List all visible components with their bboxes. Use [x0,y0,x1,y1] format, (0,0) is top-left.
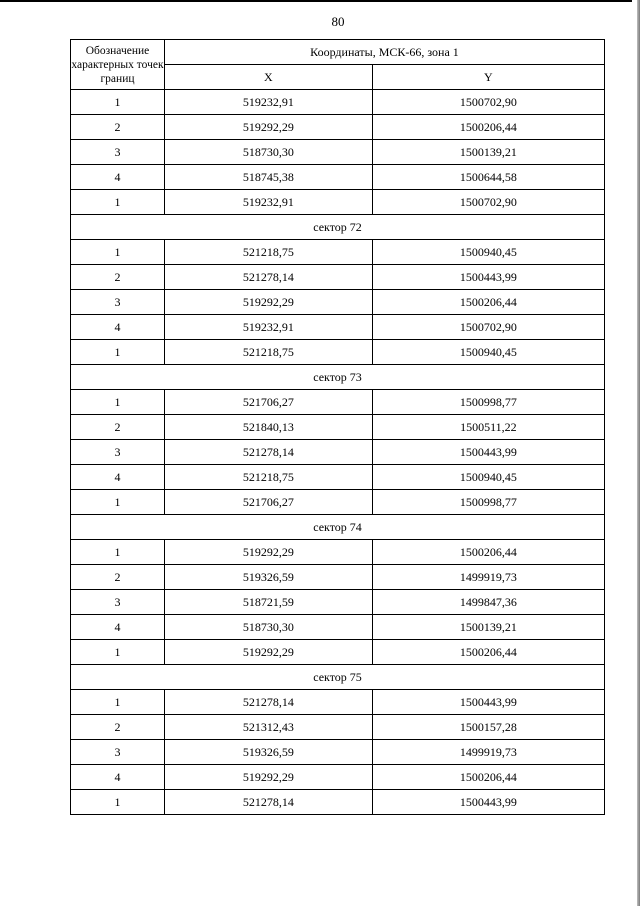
point-cell: 3 [71,740,165,765]
x-coordinate-cell: 521312,43 [164,715,372,740]
table-row [71,715,605,740]
coordinates-table-body [71,40,605,815]
x-coordinate-cell: 519292,29 [164,290,372,315]
coordinate-system-header: Координаты, МСК-66, зона 1 [164,40,604,65]
table-row [71,540,605,565]
table-row [71,790,605,815]
point-cell: 3 [71,290,165,315]
x-coordinate-cell: 518745,38 [164,165,372,190]
x-coordinate-cell: 518730,30 [164,140,372,165]
table-row [71,765,605,790]
point-cell: 1 [71,790,165,815]
y-coordinate-cell: 1500644,58 [372,165,604,190]
point-cell: 1 [71,90,165,115]
x-coordinate-cell: 521278,14 [164,790,372,815]
x-coordinate-cell: 521706,27 [164,390,372,415]
sector-header-row [71,365,605,390]
table-row [71,90,605,115]
y-coordinate-cell: 1500206,44 [372,765,604,790]
y-coordinate-cell: 1500157,28 [372,715,604,740]
x-coordinate-cell: 521218,75 [164,340,372,365]
table-row [71,640,605,665]
table-row [71,165,605,190]
point-cell: 1 [71,190,165,215]
x-coordinate-cell: 519292,29 [164,115,372,140]
point-cell: 1 [71,640,165,665]
table-row [71,190,605,215]
table-row [71,390,605,415]
x-coordinate-cell: 519292,29 [164,765,372,790]
y-coordinate-cell: 1500206,44 [372,540,604,565]
x-coordinate-cell: 521278,14 [164,690,372,715]
x-coordinate-cell: 519326,59 [164,565,372,590]
x-coordinate-cell: 519326,59 [164,740,372,765]
x-column-header: X [164,65,372,90]
page-number: 80 [331,14,345,29]
point-column-header: Обозначение характерных точек границ [71,40,165,90]
point-cell: 4 [71,615,165,640]
table-row [71,615,605,640]
table-row [71,440,605,465]
x-coordinate-cell: 519232,91 [164,315,372,340]
sector-header-row [71,665,605,690]
table-header-row [71,40,605,65]
sector-title: сектор 73 [71,365,605,390]
table-row [71,740,605,765]
point-cell: 4 [71,165,165,190]
table-row [71,565,605,590]
sector-header-row [71,215,605,240]
y-coordinate-cell: 1500702,90 [372,190,604,215]
table-row [71,340,605,365]
coordinates-table [70,39,605,815]
sector-title: сектор 75 [71,665,605,690]
point-cell: 1 [71,490,165,515]
y-coordinate-cell: 1499847,36 [372,590,604,615]
x-coordinate-cell: 521840,13 [164,415,372,440]
x-coordinate-cell: 521218,75 [164,240,372,265]
point-cell: 1 [71,390,165,415]
point-cell: 1 [71,540,165,565]
x-coordinate-cell: 519292,29 [164,640,372,665]
table-row [71,490,605,515]
y-coordinate-cell: 1499919,73 [372,565,604,590]
table-row [71,315,605,340]
y-coordinate-cell: 1500139,21 [372,615,604,640]
x-coordinate-cell: 518730,30 [164,615,372,640]
y-coordinate-cell: 1500206,44 [372,115,604,140]
y-coordinate-cell: 1500206,44 [372,290,604,315]
y-coordinate-cell: 1500206,44 [372,640,604,665]
point-cell: 3 [71,440,165,465]
y-coordinate-cell: 1499919,73 [372,740,604,765]
table-row [71,415,605,440]
x-coordinate-cell: 519292,29 [164,540,372,565]
point-cell: 2 [71,715,165,740]
point-cell: 2 [71,265,165,290]
y-coordinate-cell: 1500139,21 [372,140,604,165]
sector-title: сектор 74 [71,515,605,540]
x-coordinate-cell: 519232,91 [164,90,372,115]
point-cell: 4 [71,765,165,790]
y-coordinate-cell: 1500702,90 [372,90,604,115]
y-coordinate-cell: 1500443,99 [372,790,604,815]
y-coordinate-cell: 1500443,99 [372,265,604,290]
y-coordinate-cell: 1500940,45 [372,465,604,490]
y-coordinate-cell: 1500511,22 [372,415,604,440]
table-row [71,290,605,315]
point-cell: 3 [71,140,165,165]
point-cell: 2 [71,565,165,590]
table-row [71,265,605,290]
y-coordinate-cell: 1500998,77 [372,490,604,515]
point-cell: 2 [71,115,165,140]
table-row [71,465,605,490]
x-coordinate-cell: 518721,59 [164,590,372,615]
y-coordinate-cell: 1500940,45 [372,240,604,265]
y-column-header: Y [372,65,604,90]
table-row [71,115,605,140]
point-cell: 3 [71,590,165,615]
x-coordinate-cell: 519232,91 [164,190,372,215]
x-coordinate-cell: 521278,14 [164,440,372,465]
x-coordinate-cell: 521278,14 [164,265,372,290]
sector-title: сектор 72 [71,215,605,240]
table-row [71,140,605,165]
point-cell: 2 [71,415,165,440]
scan-top-edge [0,0,632,2]
y-coordinate-cell: 1500443,99 [372,440,604,465]
point-cell: 1 [71,340,165,365]
point-cell: 1 [71,690,165,715]
x-coordinate-cell: 521218,75 [164,465,372,490]
y-coordinate-cell: 1500702,90 [372,315,604,340]
y-coordinate-cell: 1500443,99 [372,690,604,715]
table-row [71,690,605,715]
sector-header-row [71,515,605,540]
table-row [71,240,605,265]
x-coordinate-cell: 521706,27 [164,490,372,515]
point-cell: 1 [71,240,165,265]
table-row [71,590,605,615]
point-cell: 4 [71,315,165,340]
y-coordinate-cell: 1500940,45 [372,340,604,365]
point-cell: 4 [71,465,165,490]
y-coordinate-cell: 1500998,77 [372,390,604,415]
